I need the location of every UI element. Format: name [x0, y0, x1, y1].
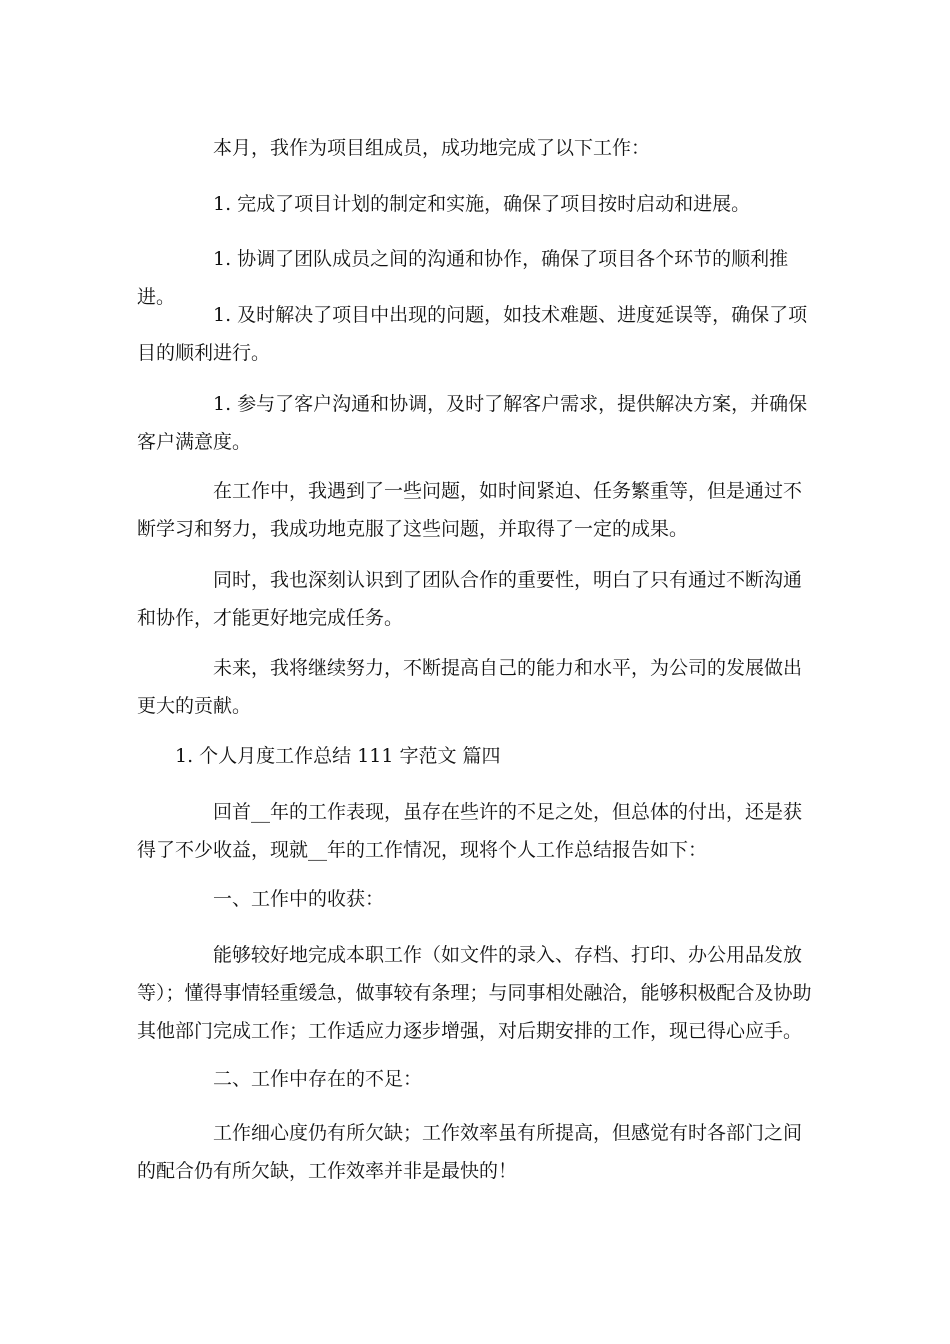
section-heading: 1. 个人月度工作总结 111 字范文 篇四 — [175, 745, 501, 767]
subheading-shortcomings: 二、工作中存在的不足： — [213, 1068, 423, 1090]
paragraph-challenges: 在工作中，我遇到了一些问题，如时间紧迫、任务繁重等，但是通过不断学习和努力，我成功地克服了这些问题，并取得了一定的成果。 — [137, 480, 803, 540]
paragraph-future: 未来，我将继续努力，不断提高自己的能力和水平，为公司的发展做出更大的贡献。 — [137, 657, 803, 717]
paragraph-item-plan: 1. 完成了项目计划的制定和实施，确保了项目按时启动和进展。 — [213, 193, 751, 215]
paragraph-gains: 能够较好地完成本职工作（如文件的录入、存档、打印、办公用品发放等）；懂得事情轻重缓急，做事较有条理；与同事相处融洽，能够积极配合及协助其他部门完成工作；工作适应力逐步增强，对后期安排的工作，现已得心应手。 — [137, 944, 812, 1042]
paragraph-item-clients: 1. 参与了客户沟通和协调，及时了解客户需求，提供解决方案，并确保客户满意度。 — [137, 393, 808, 453]
subheading-gains: 一、工作中的收获： — [213, 888, 385, 910]
paragraph-item-coordination: 1. 协调了团队成员之间的沟通和协作，确保了项目各个环节的顺利推进。 — [137, 248, 789, 308]
paragraph-item-problems: 1. 及时解决了项目中出现的问题，如技术难题、进度延误等，确保了项目的顺利进行。 — [137, 304, 808, 364]
paragraph-intro: 本月，我作为项目组成员，成功地完成了以下工作： — [213, 137, 651, 159]
paragraph-teamwork: 同时，我也深刻认识到了团队合作的重要性，明白了只有通过不断沟通和协作，才能更好地完成任务。 — [137, 569, 803, 629]
paragraph-review: 回首__年的工作表现，虽存在些许的不足之处，但总体的付出，还是获得了不少收益，现就__年的工作情况，现将个人工作总结报告如下： — [137, 801, 803, 861]
paragraph-shortcomings: 工作细心度仍有所欠缺；工作效率虽有所提高，但感觉有时各部门之间的配合仍有所欠缺，工作效率并非是最快的！ — [137, 1122, 803, 1182]
